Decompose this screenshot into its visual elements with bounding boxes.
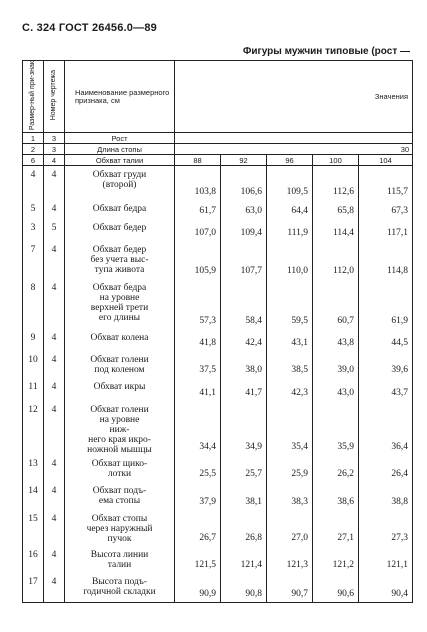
- value-cell: 27,3: [359, 510, 413, 546]
- feature-number: 3: [23, 219, 44, 241]
- value-cell: 107,0: [175, 219, 221, 241]
- value-cell: 43,7: [359, 378, 413, 401]
- feature-number: 11: [23, 378, 44, 401]
- value-cell: 35,4: [267, 401, 313, 455]
- value-cell: 43,8: [313, 329, 359, 351]
- feature-number: 16: [23, 546, 44, 573]
- page-header: С. 324 ГОСТ 26456.0—89: [22, 22, 157, 34]
- value-cell: 112,0: [313, 241, 359, 279]
- meta-row: 1 3 Рост: [23, 133, 413, 144]
- feature-name: [65, 510, 175, 546]
- feature-name: [65, 166, 175, 200]
- value-cell: 26,2: [313, 455, 359, 482]
- value-cell: 106,6: [221, 166, 267, 200]
- value-cell: 41,8: [175, 329, 221, 351]
- value-cell: 90,9: [175, 573, 221, 603]
- feature-name-line: под коленом: [94, 364, 145, 375]
- feature-name: [65, 241, 175, 279]
- value-cell: 90,7: [267, 573, 313, 603]
- value-cell: 111,9: [267, 219, 313, 241]
- feature-number: 10: [23, 351, 44, 378]
- feature-name-line: ниж-: [109, 424, 130, 435]
- table-row: [23, 455, 413, 482]
- drawing-number: 4: [44, 401, 65, 455]
- value-cell: 27,1: [313, 510, 359, 546]
- feature-number: 14: [23, 482, 44, 510]
- waist-row: 6 4 Обхват талии 88 92 96 100 104: [23, 155, 413, 166]
- value-cell: 38,8: [359, 482, 413, 510]
- value-cell: 121,2: [313, 546, 359, 573]
- drawing-number: 4: [44, 378, 65, 401]
- value-cell: 60,7: [313, 279, 359, 329]
- value-cell: 90,6: [313, 573, 359, 603]
- feature-name-line: тупа живота: [94, 264, 145, 275]
- drawing-number: 4: [44, 546, 65, 573]
- value-cell: 43,1: [267, 329, 313, 351]
- feature-name-line: него края икро-: [88, 434, 151, 445]
- value-cell: 107,7: [221, 241, 267, 279]
- value-cell: 121,5: [175, 546, 221, 573]
- value-cell: 110,0: [267, 241, 313, 279]
- drawing-number: 4: [44, 166, 65, 200]
- drawing-number: 4: [44, 351, 65, 378]
- value-cell: 61,7: [175, 200, 221, 219]
- value-cell: 112,6: [313, 166, 359, 200]
- value-cell: 61,9: [359, 279, 413, 329]
- value-cell: 35,9: [313, 401, 359, 455]
- feature-name: [65, 219, 175, 241]
- table-row: [23, 401, 413, 455]
- table-row: [23, 378, 413, 401]
- feature-name-line: Обхват бедер: [92, 222, 147, 233]
- value-cell: 25,7: [221, 455, 267, 482]
- value-cell: 26,4: [359, 455, 413, 482]
- table-row: [23, 351, 413, 378]
- feature-name-line: талии: [107, 559, 132, 570]
- col-feature-number: Размер-ный при-знак: [23, 61, 44, 133]
- drawing-number: 4: [44, 241, 65, 279]
- value-cell: 34,9: [221, 401, 267, 455]
- feature-name-line: его длины: [98, 312, 141, 323]
- value-cell: 26,7: [175, 510, 221, 546]
- feature-name-line: Обхват бедра: [92, 203, 147, 214]
- feature-name-line: Обхват щико-: [91, 458, 148, 469]
- col-drawing-number: Номер чертежа: [44, 61, 65, 133]
- table-row: [23, 482, 413, 510]
- value-cell: 65,8: [313, 200, 359, 219]
- value-cell: 64,4: [267, 200, 313, 219]
- feature-name: [65, 279, 175, 329]
- table-row: [23, 241, 413, 279]
- feature-name: [65, 378, 175, 401]
- value-cell: 25,9: [267, 455, 313, 482]
- feature-name: [65, 546, 175, 573]
- value-cell: 63,0: [221, 200, 267, 219]
- feature-name-line: Обхват голени: [90, 354, 149, 365]
- table-row: [23, 546, 413, 573]
- value-cell: 114,4: [313, 219, 359, 241]
- table-row: [23, 573, 413, 603]
- drawing-number: 4: [44, 455, 65, 482]
- feature-number: 5: [23, 200, 44, 219]
- feature-name-line: (второй): [102, 180, 137, 191]
- value-cell: 38,6: [313, 482, 359, 510]
- feature-number: 13: [23, 455, 44, 482]
- value-cell: 34,4: [175, 401, 221, 455]
- value-cell: 90,4: [359, 573, 413, 603]
- value-cell: 43,0: [313, 378, 359, 401]
- value-cell: 25,5: [175, 455, 221, 482]
- value-cell: 121,4: [221, 546, 267, 573]
- feature-name-line: Обхват стопы: [91, 513, 148, 524]
- col-values: Значения: [175, 61, 413, 133]
- value-cell: 115,7: [359, 166, 413, 200]
- feature-name-line: Обхват колена: [90, 332, 149, 343]
- value-cell: 121,3: [267, 546, 313, 573]
- table-caption: Фигуры мужчин типовые (рост —: [242, 46, 410, 57]
- table-row: [23, 510, 413, 546]
- feature-name-line: Обхват икры: [93, 381, 146, 392]
- value-cell: 41,1: [175, 378, 221, 401]
- feature-name-line: через наружный: [86, 523, 153, 534]
- feature-name: [65, 482, 175, 510]
- col-feature-name: Наименование размерного признака, см: [65, 61, 175, 133]
- feature-name-line: ножной мышцы: [87, 444, 152, 455]
- value-cell: 90,8: [221, 573, 267, 603]
- value-cell: 37,5: [175, 351, 221, 378]
- feature-name: [65, 200, 175, 219]
- value-cell: 103,8: [175, 166, 221, 200]
- feature-number: 15: [23, 510, 44, 546]
- value-cell: 44,5: [359, 329, 413, 351]
- feature-number: 9: [23, 329, 44, 351]
- value-cell: 41,7: [221, 378, 267, 401]
- value-cell: 121,1: [359, 546, 413, 573]
- table-row: [23, 329, 413, 351]
- feature-number: 4: [23, 166, 44, 200]
- feature-name-line: на уровне: [99, 292, 140, 303]
- feature-name-line: годичной складки: [83, 586, 156, 597]
- drawing-number: 4: [44, 510, 65, 546]
- size-table: [22, 60, 413, 603]
- value-cell: 38,1: [221, 482, 267, 510]
- table-row: [23, 166, 413, 200]
- value-cell: 57,3: [175, 279, 221, 329]
- value-cell: 26,8: [221, 510, 267, 546]
- value-cell: 38,5: [267, 351, 313, 378]
- drawing-number: 4: [44, 279, 65, 329]
- drawing-number: 4: [44, 329, 65, 351]
- feature-name-line: Высота линии: [90, 549, 149, 560]
- header-row: [23, 61, 413, 133]
- value-cell: 67,3: [359, 200, 413, 219]
- value-cell: 59,5: [267, 279, 313, 329]
- drawing-number: 4: [44, 200, 65, 219]
- value-cell: 37,9: [175, 482, 221, 510]
- feature-name-line: Обхват груди: [92, 170, 147, 181]
- drawing-number: 5: [44, 219, 65, 241]
- feature-name-line: на уровне: [99, 414, 140, 425]
- value-cell: 36,4: [359, 401, 413, 455]
- table-row: [23, 219, 413, 241]
- feature-name-line: Обхват голени: [90, 404, 149, 415]
- value-cell: 38,0: [221, 351, 267, 378]
- value-cell: 42,3: [267, 378, 313, 401]
- value-cell: 109,5: [267, 166, 313, 200]
- feature-name-line: Обхват бедер: [92, 244, 147, 255]
- feature-name-line: Высота подъ-: [92, 576, 147, 587]
- feature-name: [65, 329, 175, 351]
- feature-name: [65, 401, 175, 455]
- value-cell: 58,4: [221, 279, 267, 329]
- table-row: [23, 279, 413, 329]
- value-cell: 114,8: [359, 241, 413, 279]
- feature-name-line: без учета выс-: [90, 254, 149, 265]
- table-row: [23, 200, 413, 219]
- feature-number: 17: [23, 573, 44, 603]
- drawing-number: 4: [44, 482, 65, 510]
- feature-number: 8: [23, 279, 44, 329]
- value-cell: 38,3: [267, 482, 313, 510]
- feature-name-line: пучок: [107, 533, 132, 544]
- feature-name-line: верхней трети: [90, 302, 149, 313]
- value-cell: 42,4: [221, 329, 267, 351]
- value-cell: 27,0: [267, 510, 313, 546]
- feature-name: [65, 351, 175, 378]
- value-cell: 39,0: [313, 351, 359, 378]
- meta-row: 2 3 Длина стопы 30: [23, 144, 413, 155]
- feature-name: [65, 455, 175, 482]
- feature-name-line: лотки: [107, 468, 132, 479]
- feature-name-line: Обхват подъ-: [92, 485, 147, 496]
- drawing-number: 4: [44, 573, 65, 603]
- feature-number: 12: [23, 401, 44, 455]
- feature-number: 7: [23, 241, 44, 279]
- value-cell: 109,4: [221, 219, 267, 241]
- feature-name: [65, 573, 175, 603]
- value-cell: 105,9: [175, 241, 221, 279]
- feature-name-line: ема стопы: [98, 495, 141, 506]
- value-cell: 117,1: [359, 219, 413, 241]
- value-cell: 39,6: [359, 351, 413, 378]
- feature-name-line: Обхват бедра: [92, 282, 147, 293]
